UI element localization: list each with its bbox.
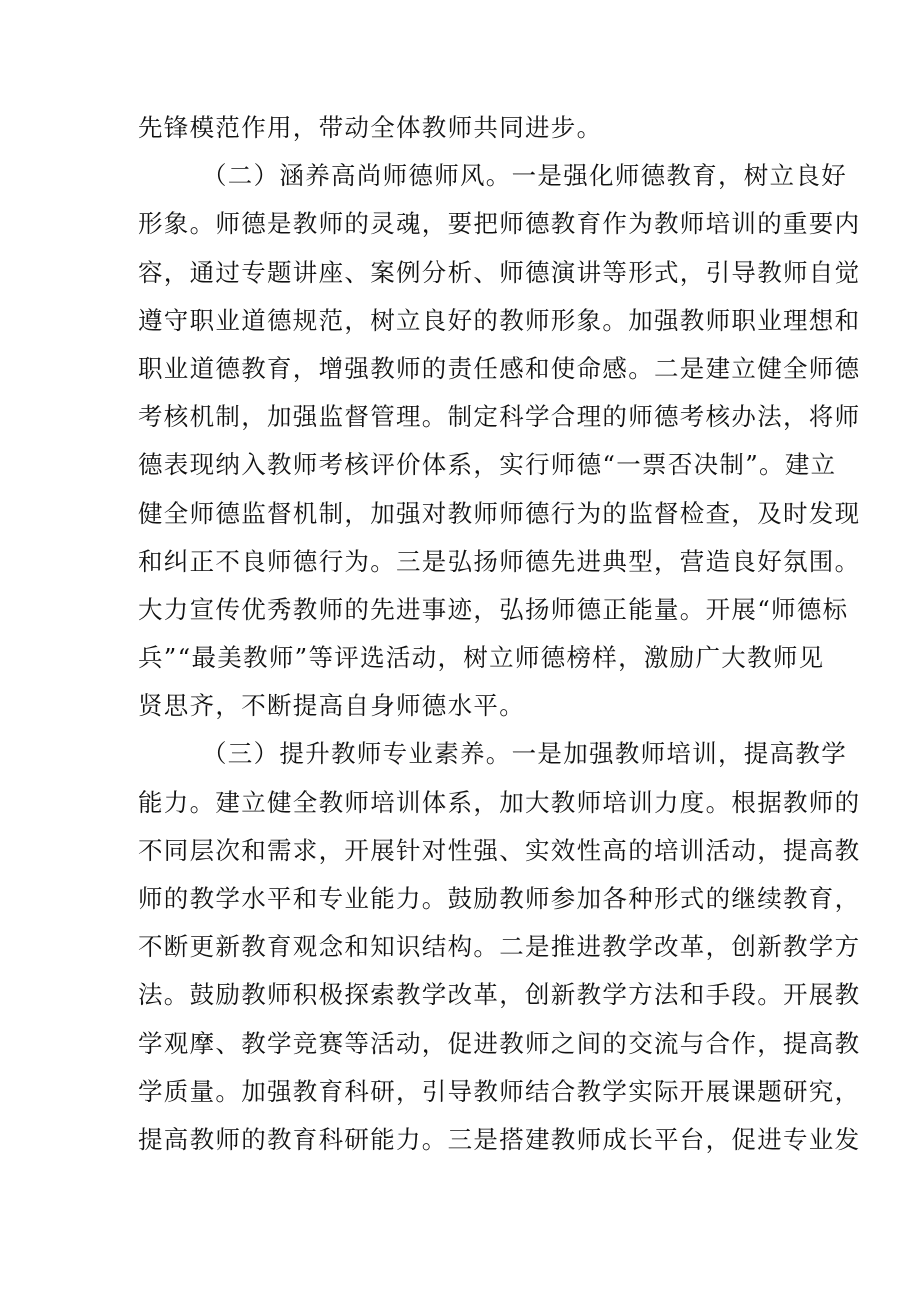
text-line: 法。鼓励教师积极探索教学改革，创新教学方法和手段。开展教 bbox=[138, 980, 861, 1010]
text-line: 考核机制，加强监督管理。制定科学合理的师德考核办法，将师 bbox=[138, 402, 861, 432]
text-line: 学质量。加强教育科研，引导教师结合教学实际开展课题研究， bbox=[138, 1076, 861, 1106]
text-line: 师的教学水平和专业能力。鼓励教师参加各种形式的继续教育， bbox=[138, 884, 861, 913]
body-text bbox=[138, 104, 861, 1164]
text-line: 职业道德教育，增强教师的责任感和使命感。二是建立健全师德 bbox=[138, 353, 861, 383]
text-line: 和纠正不良师德行为。三是弘扬师德先进典型，营造良好氛围。 bbox=[138, 546, 861, 576]
text-line: （二）涵养高尚师德师风。一是强化师德教育，树立良好 bbox=[202, 161, 847, 191]
text-line: 遵守职业道德规范，树立良好的教师形象。加强教师职业理想和 bbox=[138, 305, 861, 335]
text-line: 德表现纳入教师考核评价体系，实行师德“一票否决制”。建立 bbox=[138, 450, 837, 480]
text-line: 提高教师的教育科研能力。三是搭建教师成长平台，促进专业发 bbox=[138, 1124, 861, 1154]
text-line: 形象。师德是教师的灵魂，要把师德教育作为教师培训的重要内 bbox=[138, 209, 861, 239]
text-line: 兵”“最美教师”等评选活动，树立师德榜样，激励广大教师见 bbox=[138, 643, 825, 673]
text-line: （三）提升教师专业素养。一是加强教师培训，提高教学 bbox=[202, 739, 847, 769]
text-line: 贤思齐，不断提高自身师德水平。 bbox=[138, 691, 525, 721]
text-line: 健全师德监督机制，加强对教师师德行为的监督检查，及时发现 bbox=[138, 498, 861, 528]
text-line: 不同层次和需求，开展针对性强、实效性高的培训活动，提高教 bbox=[138, 835, 861, 865]
text-line: 大力宣传优秀教师的先进事迹，弘扬师德正能量。开展“师德标 bbox=[138, 594, 849, 624]
text-line: 学观摩、教学竞赛等活动，促进教师之间的交流与合作，提高教 bbox=[138, 1028, 861, 1058]
text-line: 先锋模范作用，带动全体教师共同进步。 bbox=[138, 113, 603, 142]
text-line: 容，通过专题讲座、案例分析、师德演讲等形式，引导教师自觉 bbox=[138, 257, 861, 287]
text-line: 不断更新教育观念和知识结构。二是推进教学改革，创新教学方 bbox=[138, 932, 861, 962]
text-line: 能力。建立健全教师培训体系，加大教师培训力度。根据教师的 bbox=[138, 787, 861, 817]
